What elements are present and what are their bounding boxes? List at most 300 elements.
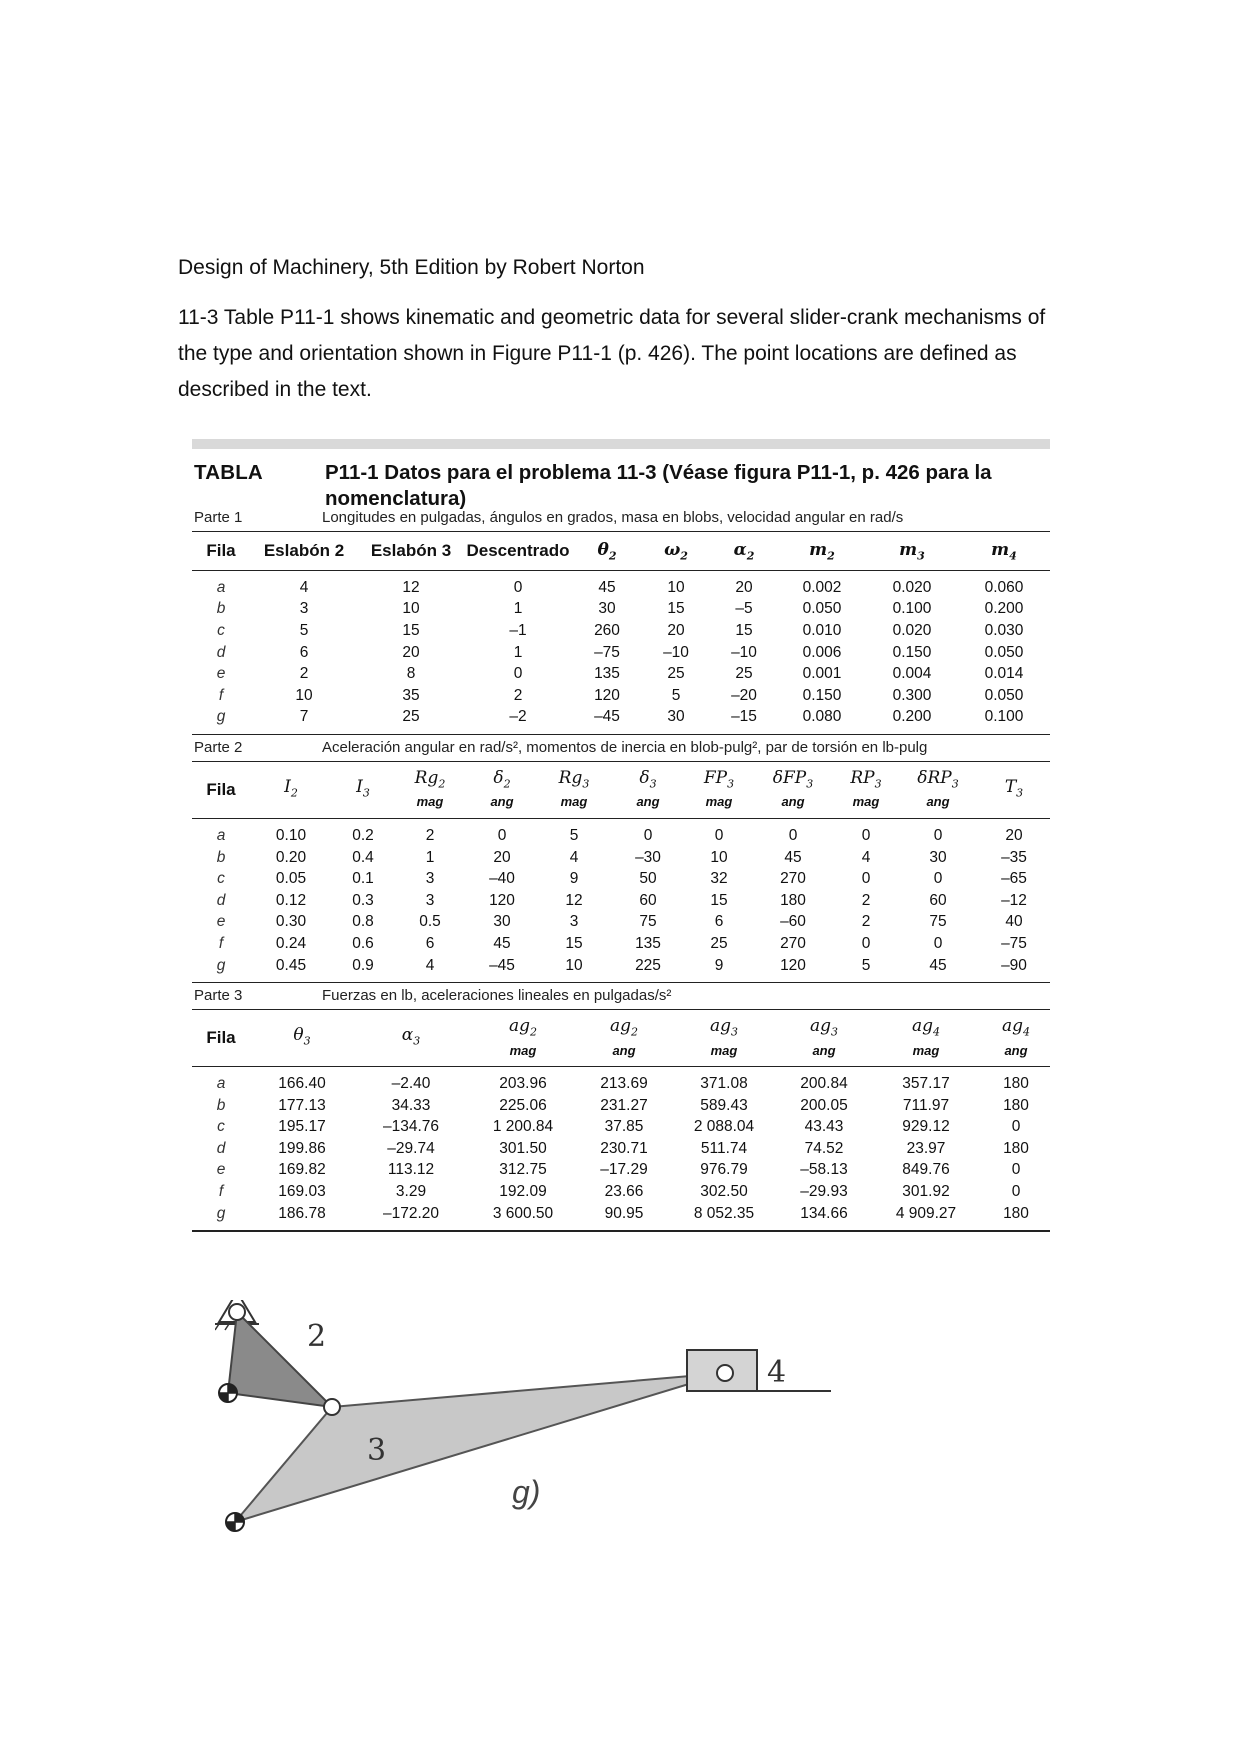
col-header-symbol: Fila: [206, 780, 236, 800]
table-cell: –5: [735, 600, 753, 618]
table-cell: 0.6: [352, 934, 374, 952]
table-cell: 4 909.27: [895, 1204, 957, 1222]
table-cell: 976.79: [700, 1161, 748, 1179]
table-cell: 0.006: [802, 643, 842, 661]
part1-description: Longitudes en pulgadas, ángulos en grados, masa en blobs, velocidad angular en rad/s: [322, 509, 904, 526]
table-cell: –45: [594, 708, 620, 726]
row-label: e: [216, 1161, 226, 1179]
table-cell: 929.12: [902, 1118, 950, 1136]
col-header: [354, 1010, 468, 1066]
col-header-symbol: $ag_2$: [609, 1016, 639, 1039]
table-cell: 0.030: [984, 621, 1024, 639]
table-cell: 6: [714, 913, 724, 931]
row-label: b: [216, 600, 226, 618]
table-cell: 10: [710, 848, 728, 866]
table-cell: –1: [509, 621, 527, 639]
col-header-symbol: $T_3$: [1004, 776, 1024, 800]
table-cell: 12: [402, 578, 420, 596]
link-2-label: 2: [307, 1319, 327, 1354]
table-row: [192, 642, 1050, 664]
table-cell: 0: [643, 826, 653, 844]
table-cell: 74.52: [804, 1139, 844, 1157]
table-cell: 0.24: [275, 934, 307, 952]
row-label: g: [216, 708, 226, 726]
table-cell: 3.29: [395, 1183, 427, 1201]
table-cell: 50: [639, 870, 657, 888]
table-cell: 0.12: [275, 891, 307, 909]
table-cell: 0: [513, 665, 523, 683]
table-cell: 5: [671, 686, 681, 704]
table-cell: 0.001: [802, 665, 842, 683]
table-cell: 0.200: [984, 600, 1024, 618]
table-cell: –75: [1001, 934, 1027, 952]
table-cell: 10: [565, 956, 583, 974]
col-header-unit: ang: [1004, 1042, 1028, 1058]
table-cell: –75: [594, 643, 620, 661]
table-cell: 260: [594, 621, 620, 639]
table-cell: 40: [1005, 913, 1023, 931]
table-cell: 135: [594, 665, 620, 683]
table-cell: 45: [784, 848, 802, 866]
col-header-symbol: $ag_3$: [709, 1016, 739, 1039]
table-cell: 90.95: [604, 1204, 644, 1222]
table-cell: 199.86: [278, 1139, 326, 1157]
col-header-unit: ang: [781, 794, 805, 810]
data-table: [192, 439, 1050, 1232]
table-cell: –60: [780, 913, 806, 931]
part1-header-row: [192, 532, 1050, 570]
col-header: [192, 762, 250, 818]
table-cell: 135: [635, 934, 661, 952]
table-cell: 0: [714, 826, 724, 844]
table-cell: 1 200.84: [492, 1118, 554, 1136]
row-label: b: [216, 1096, 226, 1114]
table-cell: 371.08: [700, 1075, 748, 1093]
col-header-unit: mag: [912, 1042, 940, 1058]
table-cell: 2: [425, 826, 435, 844]
table-cell: 230.71: [600, 1139, 648, 1157]
col-header: $\alpha_2$: [733, 539, 755, 563]
table-cell: 0.20: [275, 848, 307, 866]
table-cell: 0.05: [275, 870, 307, 888]
table-cell: 0.4: [352, 848, 374, 866]
table-cell: 35: [402, 686, 420, 704]
table-row: [192, 1203, 1050, 1231]
table-row: [192, 912, 1050, 934]
col-header-symbol: $I_2$: [284, 776, 298, 800]
table-cell: –35: [1001, 848, 1027, 866]
table-cell: 15: [667, 600, 685, 618]
table-row: [192, 868, 1050, 890]
table-cell: –30: [635, 848, 661, 866]
col-header: [752, 762, 834, 818]
col-header: [332, 762, 394, 818]
cg2-marker-icon: [219, 1384, 237, 1402]
part2-body: [192, 819, 1050, 982]
table-cell: 120: [594, 686, 620, 704]
row-label: a: [216, 826, 226, 844]
col-header: $m_2$: [809, 539, 835, 563]
table-cell: 120: [780, 956, 806, 974]
table-cell: 10: [295, 686, 313, 704]
table-cell: 0.30: [275, 913, 307, 931]
col-header-symbol: δRP$_3$: [917, 767, 959, 791]
table-cell: 0.8: [352, 913, 374, 931]
col-header: [192, 1010, 250, 1066]
table-cell: 8: [406, 665, 416, 683]
table-cell: 20: [735, 578, 753, 596]
table-cell: 195.17: [278, 1118, 326, 1136]
table-cell: 120: [489, 891, 515, 909]
table-cell: 4: [569, 848, 579, 866]
col-header-unit: mag: [560, 794, 588, 810]
table-cell: 0.004: [892, 665, 932, 683]
col-header: [538, 762, 610, 818]
table-cell: 0.080: [802, 708, 842, 726]
table-cell: 25: [667, 665, 685, 683]
col-header: [468, 1010, 578, 1066]
table-cell: 5: [861, 956, 871, 974]
table-cell: 2: [861, 891, 871, 909]
table-cell: 849.76: [902, 1161, 950, 1179]
table-cell: 15: [402, 621, 420, 639]
table-row: [192, 685, 1050, 707]
col-header-symbol: $ag_4$: [1001, 1016, 1031, 1039]
table-row: [192, 1067, 1050, 1095]
part3-caption: [192, 983, 1050, 1009]
col-header: [834, 762, 898, 818]
row-label: d: [216, 1139, 226, 1157]
table-row: [192, 663, 1050, 685]
part1-body: [192, 571, 1050, 734]
col-header-symbol: $ag_4$: [911, 1016, 941, 1039]
col-header-symbol: $I_3$: [356, 776, 370, 800]
col-header-unit: ang: [612, 1042, 636, 1058]
table-cell: 20: [1005, 826, 1023, 844]
table-cell: 270: [780, 870, 806, 888]
part1-table: [192, 532, 1050, 570]
table-cell: 0.200: [892, 708, 932, 726]
table-cell: 30: [667, 708, 685, 726]
table-cell: –172.20: [382, 1204, 440, 1222]
row-label: f: [218, 1183, 224, 1201]
table-cell: 30: [598, 600, 616, 618]
row-label: e: [216, 913, 226, 931]
table-row: [192, 890, 1050, 912]
figure-caption: g): [512, 1474, 541, 1510]
col-header-symbol: $ag_2$: [508, 1016, 538, 1039]
table-cell: 134.66: [800, 1204, 848, 1222]
table-cell: 37.85: [604, 1118, 644, 1136]
table-cell: 43.43: [804, 1118, 844, 1136]
col-header-unit: ang: [490, 794, 514, 810]
table-cell: –17.29: [600, 1161, 648, 1179]
table-cell: 45: [598, 578, 616, 596]
row-label: a: [216, 578, 226, 596]
table-cell: 0.002: [802, 578, 842, 596]
table-cell: –40: [489, 870, 515, 888]
table-cell: 180: [780, 891, 806, 909]
part3-name: Parte 3: [194, 987, 243, 1005]
table-cell: 180: [1003, 1096, 1029, 1114]
row-label: b: [216, 848, 226, 866]
table-cell: 45: [929, 956, 947, 974]
table-cell: 180: [1003, 1204, 1029, 1222]
link-3-label: 3: [367, 1433, 387, 1468]
col-header: [686, 762, 752, 818]
table-cell: –29.93: [800, 1183, 848, 1201]
table-cell: 270: [780, 934, 806, 952]
col-header: [250, 1010, 354, 1066]
table-cell: 30: [929, 848, 947, 866]
table-cell: 0: [933, 826, 943, 844]
table-cell: 169.03: [278, 1183, 326, 1201]
col-header: Eslabón 3: [370, 541, 452, 560]
col-header-symbol: $Rg_3$: [558, 767, 590, 791]
table-cell: 6: [299, 643, 309, 661]
table-cell: 2 088.04: [693, 1118, 755, 1136]
table-cell: 2: [861, 913, 871, 931]
col-header-symbol: $ag_3$: [809, 1016, 839, 1039]
table-cell: 7: [299, 708, 309, 726]
table-cell: –2: [509, 708, 527, 726]
table-cell: –10: [731, 643, 757, 661]
table-cell: –58.13: [800, 1161, 848, 1179]
col-header-unit: ang: [636, 794, 660, 810]
table-cell: –12: [1001, 891, 1027, 909]
table-cell: –90: [1001, 956, 1027, 974]
table-row: [192, 1181, 1050, 1203]
table-cell: 9: [714, 956, 724, 974]
col-header: [250, 762, 332, 818]
table-row: [192, 1138, 1050, 1160]
table-cell: 15: [710, 891, 728, 909]
table-cell: –2.40: [391, 1075, 431, 1093]
col-header-unit: mag: [509, 1042, 537, 1058]
table-cell: 25: [402, 708, 420, 726]
table-cell: 0: [497, 826, 507, 844]
table-cell: 25: [735, 665, 753, 683]
book-title-text: Design of Machinery, 5th Edition by Robert Norton: [178, 256, 645, 279]
table-cell: 10: [402, 600, 420, 618]
col-header-symbol: $Rg_2$: [414, 767, 446, 791]
table-cell: 0.1: [352, 870, 374, 888]
col-header-symbol: $FP_3$: [703, 767, 735, 791]
table-cell: 34.33: [391, 1096, 431, 1114]
table-cell: 20: [667, 621, 685, 639]
col-header: Fila: [206, 541, 236, 560]
table-cell: 166.40: [278, 1075, 326, 1093]
table-row: [192, 847, 1050, 869]
col-header-symbol: δFP$_3$: [772, 767, 814, 791]
table-cell: 6: [425, 934, 435, 952]
table-row: [192, 571, 1050, 599]
row-label: a: [216, 1075, 226, 1093]
col-header: $m_4$: [991, 539, 1017, 563]
crank-pin-icon: [324, 1399, 340, 1415]
col-header: [870, 1010, 982, 1066]
row-label: c: [217, 621, 225, 639]
col-header-unit: ang: [926, 794, 950, 810]
problem-statement: [178, 300, 1078, 408]
col-header: [466, 762, 538, 818]
table-cell: 169.82: [278, 1161, 326, 1179]
part2-header-row: [192, 762, 1050, 818]
row-label: f: [218, 934, 224, 952]
part3-header-row: [192, 1010, 1050, 1066]
table-title-line1: P11-1 Datos para el problema 11-3 (Véase figura P11-1, p. 426 para la: [325, 461, 992, 484]
table-cell: 3: [299, 600, 309, 618]
table-cell: 10: [667, 578, 685, 596]
table-cell: 4: [861, 848, 871, 866]
col-header: [982, 1010, 1050, 1066]
table-cell: 180: [1003, 1075, 1029, 1093]
table-cell: 0: [861, 870, 871, 888]
table-cell: 0.010: [802, 621, 842, 639]
table-cell: –29.74: [387, 1139, 435, 1157]
table-row: [192, 599, 1050, 621]
table-cell: 15: [565, 934, 583, 952]
table-cell: 12: [565, 891, 583, 909]
table-cell: 113.12: [387, 1161, 435, 1179]
table-cell: 0: [788, 826, 798, 844]
table-cell: 0: [861, 826, 871, 844]
table-cell: 0.150: [892, 643, 932, 661]
table-cell: 8 052.35: [693, 1204, 755, 1222]
cg3-marker-icon: [226, 1513, 244, 1531]
table-cell: 9: [569, 870, 579, 888]
problem-statement-text: 11-3 Table P11-1 shows kinematic and geometric data for several slider-crank mechanisms of the type and orientation shown in Figure P11-1 (p. 426). The point locations are defined as described in the text.: [178, 306, 1046, 401]
table-cell: 20: [493, 848, 511, 866]
table-cell: 0.45: [275, 956, 307, 974]
table-cell: –45: [489, 956, 515, 974]
part2-description: Aceleración angular en rad/s², momentos de inercia en blob-pulg², par de torsión en lb-pulg: [322, 739, 928, 757]
table-cell: 192.09: [499, 1183, 547, 1201]
table-cell: 32: [710, 870, 728, 888]
table-cell: 0.9: [352, 956, 374, 974]
table-cell: 0: [861, 934, 871, 952]
table-cell: 177.13: [278, 1096, 326, 1114]
table-cell: 200.05: [800, 1096, 848, 1114]
table-cell: 231.27: [600, 1096, 648, 1114]
book-title: [178, 250, 1078, 286]
table-cell: 1: [513, 643, 523, 661]
table-cell: 0.014: [984, 665, 1024, 683]
col-header-symbol: $\delta_3$: [639, 767, 657, 791]
table-cell: 2: [299, 665, 309, 683]
table-cell: 75: [929, 913, 947, 931]
table-row: [192, 1160, 1050, 1182]
table-title: [192, 453, 1050, 510]
table-cell: 301.50: [499, 1139, 547, 1157]
table-cell: 0.060: [984, 578, 1024, 596]
table-row: [192, 819, 1050, 847]
table-cell: 180: [1003, 1139, 1029, 1157]
table-cell: 312.75: [499, 1161, 547, 1179]
table-cell: 5: [299, 621, 309, 639]
table-cell: 5: [569, 826, 579, 844]
col-header-symbol: $\alpha_3$: [401, 1025, 421, 1048]
col-header: Eslabón 2: [263, 541, 345, 560]
row-label: g: [216, 1204, 226, 1222]
col-header: Descentrado: [466, 541, 570, 560]
col-header: $\omega_2$: [664, 539, 688, 563]
table-cell: 0.020: [892, 621, 932, 639]
table-cell: 0.5: [419, 913, 441, 931]
table-label: TABLA: [194, 461, 263, 484]
table-row: [192, 620, 1050, 642]
table-cell: 0.050: [984, 643, 1024, 661]
part3-body: [192, 1067, 1050, 1230]
table-cell: 15: [735, 621, 753, 639]
table-cell: –134.76: [382, 1118, 440, 1136]
table-row: [192, 933, 1050, 955]
table-cell: 0.10: [275, 826, 307, 844]
col-header: [978, 762, 1050, 818]
table-cell: 186.78: [278, 1204, 326, 1222]
col-header-symbol: $RP_3$: [850, 767, 882, 791]
table-cell: 0.050: [802, 600, 842, 618]
table-cell: 200.84: [800, 1075, 848, 1093]
table-cell: 23.66: [604, 1183, 644, 1201]
row-label: c: [217, 1118, 225, 1136]
table-cell: 0.2: [352, 826, 374, 844]
table-title-line2: nomenclatura): [325, 487, 467, 510]
row-label: g: [216, 956, 226, 974]
row-label: d: [216, 643, 226, 661]
table-cell: 213.69: [600, 1075, 648, 1093]
table-cell: 3: [569, 913, 579, 931]
table-cell: 203.96: [499, 1075, 547, 1093]
col-header-unit: mag: [852, 794, 880, 810]
col-header: [670, 1010, 778, 1066]
row-label: c: [217, 870, 225, 888]
table-cell: 23.97: [906, 1139, 946, 1157]
table-row: [192, 1117, 1050, 1139]
col-header: [778, 1010, 870, 1066]
table-cell: –65: [1001, 870, 1027, 888]
table-cell: 60: [639, 891, 657, 909]
row-label: f: [218, 686, 224, 704]
part1-caption: [192, 505, 1050, 531]
col-header: [610, 762, 686, 818]
table-cell: 0.050: [984, 686, 1024, 704]
table-cell: 0: [933, 870, 943, 888]
table-cell: 511.74: [700, 1139, 748, 1157]
table-cell: 45: [493, 934, 511, 952]
col-header-unit: mag: [705, 794, 733, 810]
table-cell: 25: [710, 934, 728, 952]
table-cell: 589.43: [700, 1096, 748, 1114]
col-header: [394, 762, 466, 818]
ground-pin-icon: [229, 1304, 245, 1320]
table-cell: 4: [299, 578, 309, 596]
table-cell: 2: [513, 686, 523, 704]
table-cell: –10: [663, 643, 689, 661]
col-header: [898, 762, 978, 818]
part3-description: Fuerzas en lb, aceleraciones lineales en pulgadas/s²: [322, 987, 672, 1005]
link-4-label: 4: [767, 1355, 787, 1390]
table-cell: 4: [425, 956, 435, 974]
table-cell: 3: [425, 870, 435, 888]
part2-caption: [192, 735, 1050, 761]
row-label: e: [216, 665, 226, 683]
table-cell: 0: [1011, 1161, 1021, 1179]
table-cell: 302.50: [700, 1183, 748, 1201]
table-cell: 60: [929, 891, 947, 909]
table-cell: 3: [425, 891, 435, 909]
table-cell: –15: [731, 708, 757, 726]
